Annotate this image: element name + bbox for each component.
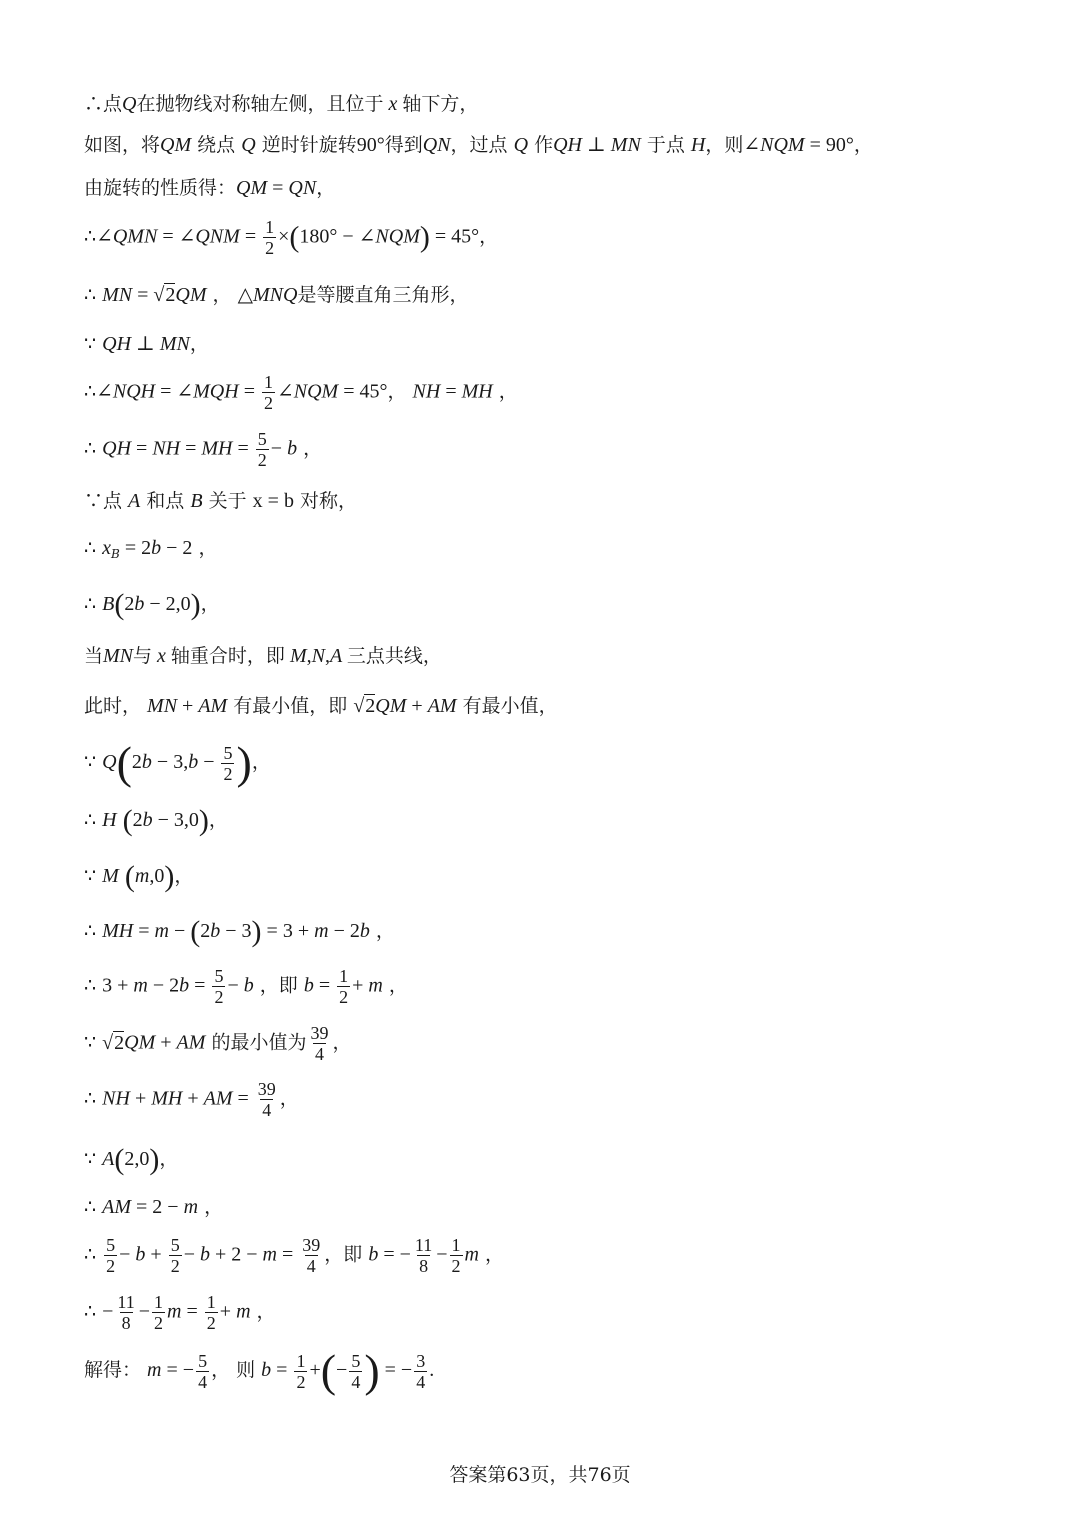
- fraction: $\frac{1}{2}$: [263, 372, 273, 413]
- fraction: $\frac{1}{2}$: [206, 1292, 216, 1333]
- solution-line-17: ∴ MH = m − (2b − 3) = 3 + m − 2b ，: [84, 915, 395, 948]
- solution-line-9: ∵点 A 和点 B 关于 x = b 对称，: [84, 490, 357, 512]
- solution-line-24: ∴ − $\frac{11}{8}$ − $\frac{1}{2}$ m = $\frac{1}{2}$ + m ，: [84, 1292, 276, 1333]
- fraction: $\frac{11}{8}$: [117, 1292, 135, 1333]
- fraction: $\frac{5}{4}$: [351, 1350, 361, 1392]
- fraction: $\frac{5}{4}$: [198, 1350, 208, 1392]
- fraction: $\frac{1}{2}$: [154, 1292, 164, 1333]
- solution-line-21: ∵ A(2,0)，: [84, 1143, 179, 1176]
- fraction: $\frac{3}{4}$: [416, 1350, 426, 1392]
- solution-line-3: 由旋转的性质得：QM = QN，: [84, 177, 336, 199]
- fraction: $\frac{39}{4}$: [302, 1235, 321, 1276]
- fraction: $\frac{11}{8}$: [414, 1235, 433, 1276]
- fraction: $\frac{39}{4}$: [310, 1023, 329, 1064]
- solution-line-7: ∴∠NQH = ∠MQH = $\frac{1}{2}$ ∠NQM = 45°， NH = MH ，: [84, 372, 518, 413]
- solution-line-11: ∴ B(2b − 2,0)，: [84, 588, 220, 621]
- fraction: $\frac{1}{2}$: [265, 217, 275, 258]
- solution-line-25: 解得： m = − $\frac{5}{4}$ ， 则 b = $\frac{1}{2}$ +(− $\frac{5}{4}$ ) = − $\frac{3}{4}$ .: [84, 1345, 435, 1396]
- solution-line-10: ∴ $x_B = 2b - 2$ ，: [84, 537, 218, 561]
- fraction: $\frac{1}{2}$: [451, 1235, 461, 1276]
- solution-line-23: ∴ $\frac{5}{2}$ − b + $\frac{5}{2}$ − b + 2 − m = $\frac{39}{4}$ ，即 b = − $\frac{11}{8}$ − $\frac{1}{2}$ m ，: [84, 1235, 505, 1276]
- solution-line-6: ∵ QH ⊥ MN，: [84, 333, 209, 355]
- fraction: $\frac{5}{2}$: [170, 1235, 180, 1276]
- solution-line-18: ∴ 3 + m − 2b = $\frac{5}{2}$ − b ，即 b = $\frac{1}{2}$ + m ，: [84, 966, 408, 1007]
- fraction: $\frac{1}{2}$: [339, 966, 349, 1007]
- fraction: $\frac{39}{4}$: [257, 1079, 276, 1120]
- fraction: $\frac{5}{2}$: [257, 429, 267, 470]
- fraction: $\frac{5}{2}$: [106, 1235, 116, 1276]
- solution-line-8: ∴ QH = NH = MH = $\frac{5}{2}$ − b ，: [84, 429, 323, 470]
- solution-line-13: 此时， MN + AM 有最小值，即 √2QM + AM 有最小值，: [84, 695, 558, 717]
- solution-line-4: ∴∠QMN = ∠QNM = $\frac{1}{2}$ ×(180° − ∠NQM) = 45°，: [84, 217, 499, 258]
- fraction: $\frac{1}{2}$: [296, 1350, 306, 1392]
- fraction: $\frac{5}{2}$: [223, 742, 233, 784]
- solution-line-12: 当MN与 x 轴重合时，即 M,N,A 三点共线，: [84, 645, 442, 667]
- solution-line-5: ∴ MN = √2QM ， △MNQ是等腰直角三角形，: [84, 284, 469, 306]
- solution-line-2: 如图，将QM 绕点 Q 逆时针旋转90°得到QN，过点 Q 作QH ⊥ MN 于点 H，则∠NQM = 90°，: [84, 134, 873, 156]
- solution-line-19: ∵ √2QM + AM 的最小值为 $\frac{39}{4}$ ，: [84, 1023, 352, 1064]
- solution-line-14: ∵ Q(2b − 3,b − $\frac{5}{2}$ )，: [84, 737, 271, 788]
- solution-line-15: ∴ H (2b − 3,0)，: [84, 804, 228, 837]
- fraction: $\frac{5}{2}$: [214, 966, 224, 1007]
- solution-line-20: ∴ NH + MH + AM = $\frac{39}{4}$ ，: [84, 1079, 299, 1120]
- page-footer: 答案第63页，共76页: [449, 1464, 631, 1486]
- solution-line-22: ∴ AM = 2 − m ，: [84, 1196, 224, 1218]
- solution-line-1: ∴点Q在抛物线对称轴左侧，且位于 x 轴下方，: [84, 93, 479, 115]
- solution-line-16: ∵ M (m,0)，: [84, 860, 194, 893]
